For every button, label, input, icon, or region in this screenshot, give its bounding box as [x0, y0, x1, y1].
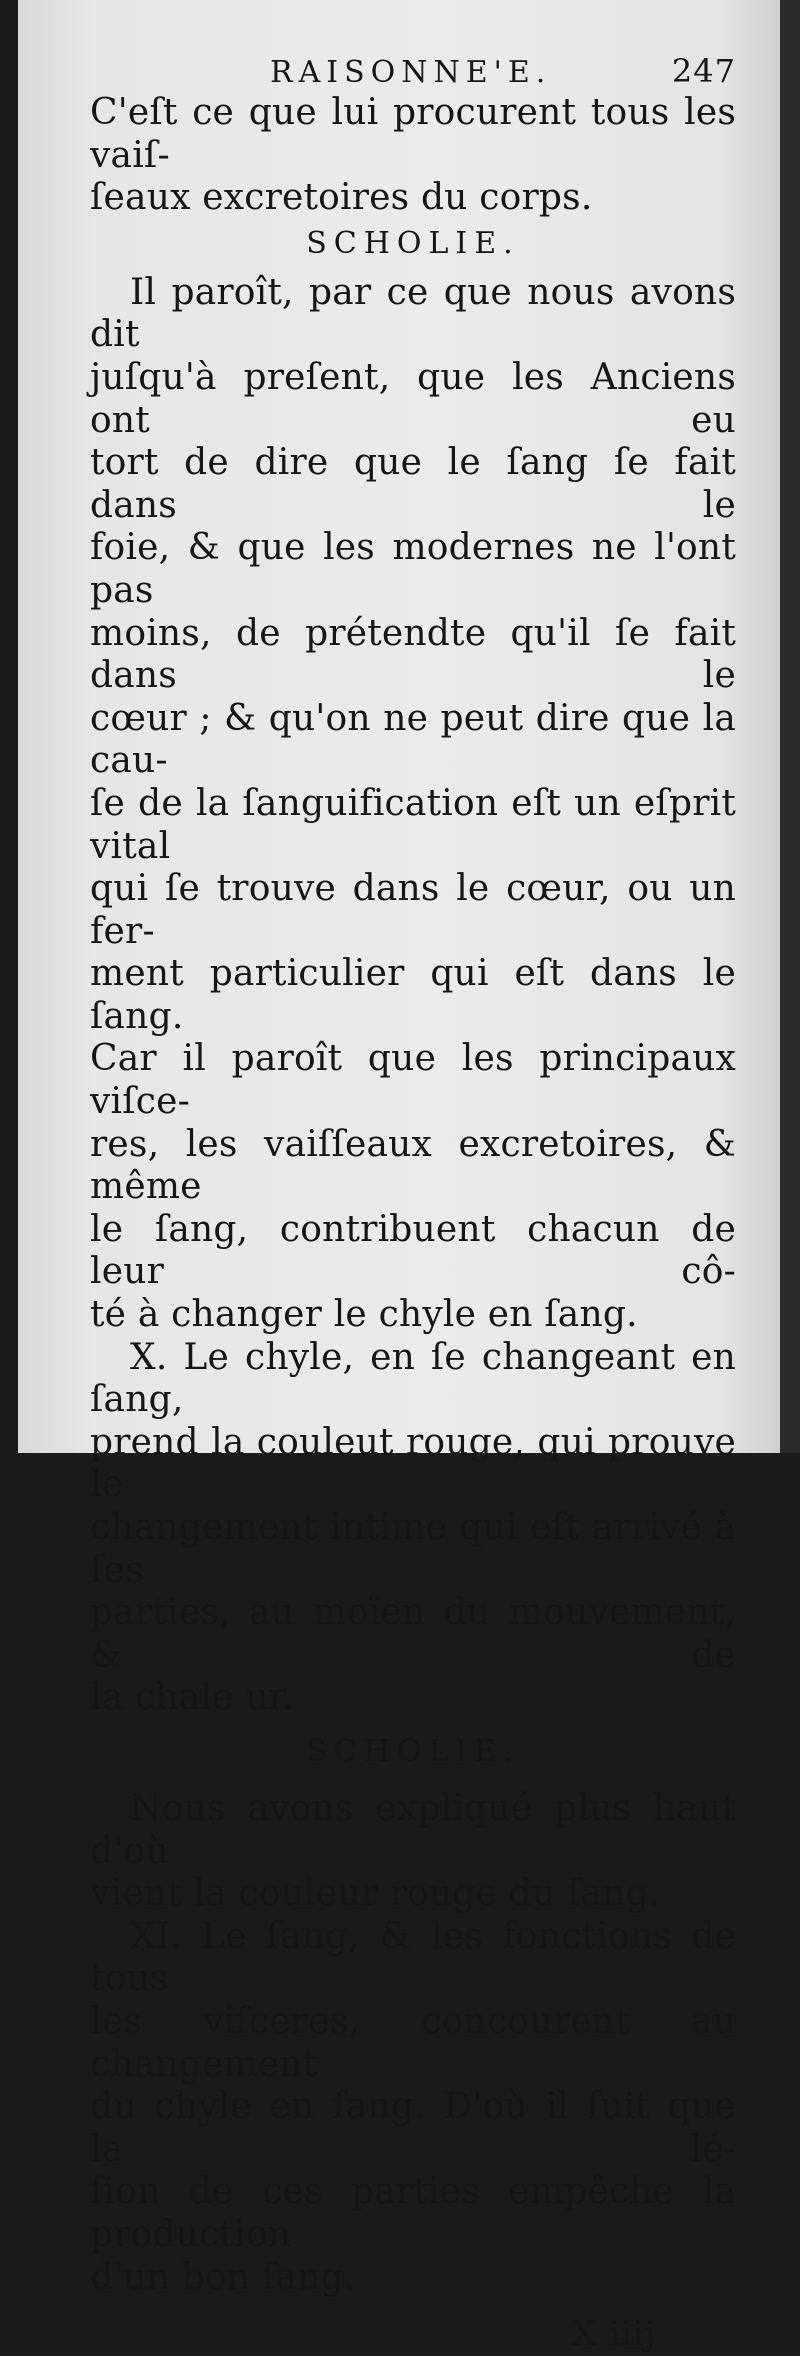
running-head-title: RAISONNE'E. [270, 55, 552, 90]
book-page [18, 0, 780, 2355]
spacer [90, 1720, 736, 1728]
text-line: les viſceres, concourent au changement [90, 2000, 736, 2085]
text-line: ment particulier qui eſt dans le ſang. [90, 953, 736, 1037]
text-line: la chale ur. [90, 1677, 294, 1719]
text-line: ſe de la ſanguification eſt un eſprit vital [90, 782, 736, 867]
text-line: parties, au moïen du mouvement, & de [90, 1592, 736, 1676]
text-line: res, les vaiſſeaux excretoires, & même [90, 1123, 736, 1208]
paragraph-continuation [90, 92, 736, 220]
text-line: vient la couleur rouge du ſang. [90, 1873, 661, 1915]
text-line: C'eſt ce que lui procurent tous les vaiſ- [90, 92, 736, 176]
spacer [90, 1780, 736, 1788]
text-line: le ſang, contribuent chacun de leur cô- [90, 1208, 736, 1293]
text-line: changement intime qui eſt arrivé à ſes [90, 1507, 736, 1591]
text-line: Il paroît, par ce que nous avons dit [90, 271, 736, 356]
text-line: Nous avons expliqué plus haut d'où [90, 1787, 736, 1872]
text-line: prend la couleut rouge, qui prouve le [90, 1421, 736, 1506]
text-line: X. Le chyle, en ſe changeant en ſang, [90, 1336, 736, 1421]
section-heading: SCHOLIE. [306, 225, 520, 261]
text-line: XI. Le ſang, & les fonctions de tous [90, 1915, 736, 2000]
text-line: cœur ; & qu'on ne peut dire que la cau- [90, 697, 736, 782]
paragraph-scholie-2 [90, 1788, 736, 1916]
page-edge-shadow [780, 0, 800, 1453]
text-line: ſeaux excretoires du corps. [90, 177, 593, 219]
page-text [90, 50, 736, 2356]
text-line: juſqu'à preſent, que les Anciens ont eu [90, 356, 736, 441]
paragraph-article-xi [90, 1916, 736, 2299]
text-line: d'un bon ſang. [90, 2256, 356, 2298]
section-heading: SCHOLIE. [306, 1733, 520, 1769]
text-line: Car il paroît que les principaux viſce- [90, 1038, 736, 1123]
text-line: qui ſe trouve dans le cœur, ou un fer- [90, 868, 736, 952]
signature-mark: X iiij [571, 2314, 656, 2355]
text-line: foie, & que les modernes ne l'ont pas [90, 527, 736, 611]
paragraph-scholie-1 [90, 272, 736, 1337]
running-head [90, 50, 736, 92]
text-line: du chyle en ſang. D'où il ſuit que la lé- [90, 2086, 736, 2170]
text-line: ſion de ces parties empêche la production [90, 2171, 736, 2255]
text-line: té à changer le chyle en ſang. [90, 1294, 638, 1336]
text-line: tort de dire que le ſang ſe fait dans le [90, 442, 736, 526]
text-line: moins, de prétendte qu'il ſe fait dans le [90, 612, 736, 697]
page-number: 247 [671, 52, 736, 90]
paragraph-article-x [90, 1337, 736, 1720]
